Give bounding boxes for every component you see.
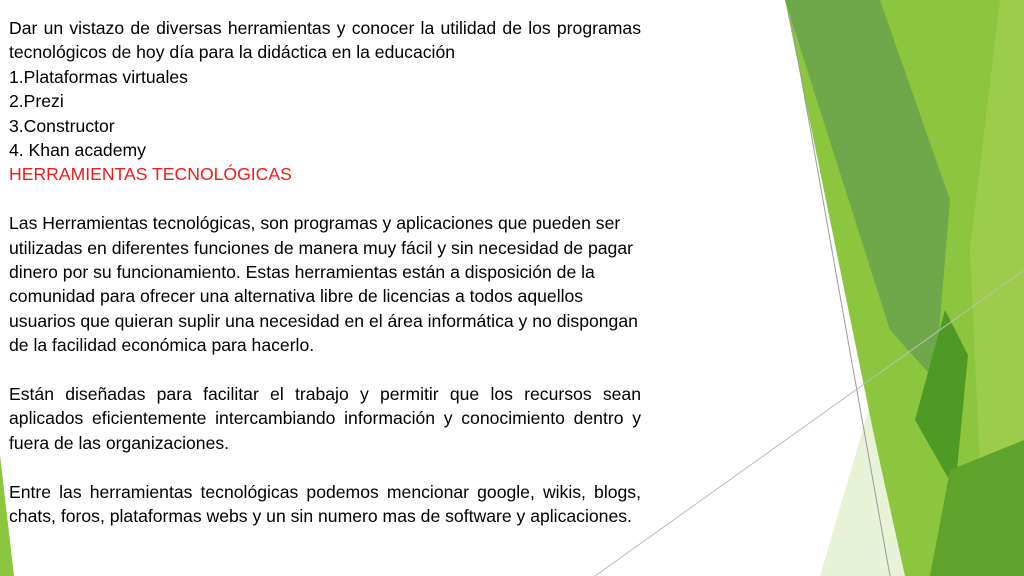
paragraph-examples: Entre las herramientas tecnológicas podemos mencionar google, wikis, blogs, chats, foros, plataformas webs y un sin numero mas de software y aplicaciones. [9, 481, 641, 527]
section-heading: HERRAMIENTAS TECNOLÓGICAS [9, 164, 292, 185]
spacer [9, 358, 641, 382]
list-item-3: 3.Constructor [9, 115, 115, 136]
list-item-1: 1.Plataformas virtuales [9, 66, 188, 87]
list-item-4: 4. Khan academy [9, 140, 146, 161]
spacer [9, 187, 641, 211]
slide-text-block [9, 16, 641, 528]
paragraph-purpose: Están diseñadas para facilitar el trabajo y permitir que los recursos sean aplicados eficientemente intercambiando información y conocimiento dentro y fuera de las organizaciones. [9, 384, 641, 453]
intro-paragraph: Dar un vistazo de diversas herramientas y conocer la utilidad de los programas tecnológicos de hoy día para la didáctica en la educación [9, 18, 641, 63]
list-item-2: 2.Prezi [9, 91, 64, 112]
paragraph-definition: Las Herramientas tecnológicas, son programas y aplicaciones que pueden ser utilizadas en diferentes funciones de manera muy fácil y sin necesidad de pagar dinero por su funcionamiento. Estas herramientas están a disposición de la comunidad para ofrecer una alternativa libre de licencias a todos aquellos usuarios que quieran suplir una necesidad en el área informática y no dispongan de la facilidad económica para hacerlo. [9, 213, 638, 356]
spacer [9, 455, 641, 479]
